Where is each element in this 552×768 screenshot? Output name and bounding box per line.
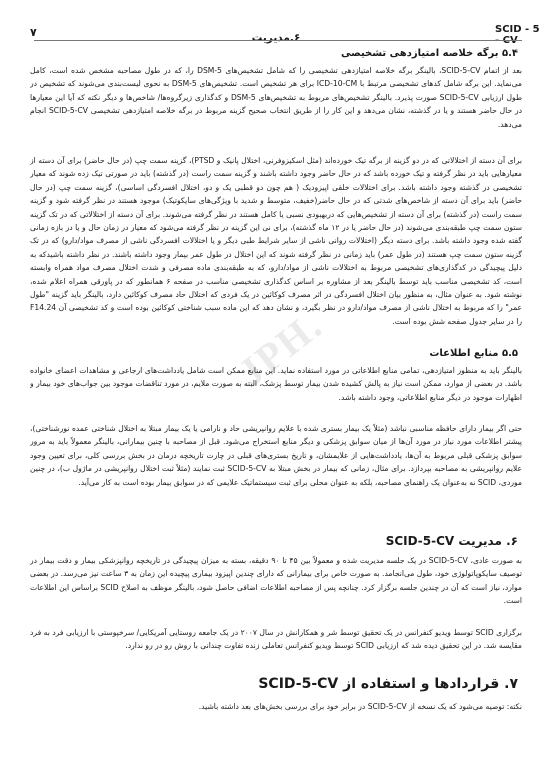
heading-6: ۶. مدیریت SCID-5-CV xyxy=(385,534,518,548)
para-6-b: برگزاری SCID توسط ویدیو کنفرانس در یک تحقیق توسط شر و همکارانش در سال ۲۰۰۷ در یک جامعه روستایی آمریکایی/ سرخپوستی با ارزیابی فرد به فرد مقایسه شد. در این تحقیق دیده شد که ارزیابی SCID توسط ویدیو کنفرانس تعاملی زنده تفاوت چندانی با روش رو در رو ندارد. xyxy=(30,628,522,651)
para-6-a: به صورت عادی، SCID-5-CV در یک جلسه مدیریت شده و معمولاً بین ۴۵ تا ۹۰ دقیقه، بسته به میزان پیچیدگی در تاریخچه روانپزشکی بیمار و دقت بیمار در توصیف سایکوپاتولوژی خود، طول می‌انجامد. به صورت خاص برای بیمارانی که دارای چندین اپیزود بیماری پیچیده این زمان به ۳ ساعت نیز می‌رسد. در بعضی موارد، نیاز است که آن در چندین جلسه برگزار کرد. چنانچه پس از مصاحبه اطلاعات اضافی حاصل شود، بالینگر موظف به اصلاح SCID براساس این اطلاعات است. xyxy=(30,556,522,606)
para-5-4-b: برای آن دسته از اختلالاتی که در دو گزینه از برگه تیک خورده‌اند (مثل اسکیزوفرنی، اختلال پانیک و PTSD)، گزینه سمت چپ (در حال حاضر) برای آن دسته از معیارهایی باید در نظر گرفته و تیک خورده باشد که در حال حاضر وجود داشته باشند و گزینه سمت راست (در گذشته) باید در صورتی تیک زده شوند که معیار تشخیصی در گذشته وجود داشته باشد. برای اختلالات خلقی اپیزودیک ( هم چون دو قطبی یک و دو، اختلال افسردگی اساسی)، گزینه سمت چپ (در حال حاضر) باید برای آن دسته از شاخص‌های شدتی که در حال حاضر(خفیف، متوسط و شدید با ویژگی‌های سایکوتیک) موجود هستند در نظر گرفته شود و گزینه سمت راست (در گذشته) برای آن دسته از تشخیص‌هایی که دربهبودی نسبی یا کامل هستند در نظر گرفته می‌شوند. برای آن دسته از اختلالاتی که در تک گزینه ستون سمت چپ طبقه‌بندی می‌شوند (در حال حاضر یا در ۱۲ ماه گذشته)، برای نی این گزینه در نظر گرفته می‌شود که معیار در زمان حال و یا در بازه زمانی گفته شده وجود داشته باشد. برای دسته دیگر (اختلالات روانی ناشی از سایر شرایط طبی دیگر و یا اختلالات افسردگی ناشی از مصرف مواد/دارو) که در تک گزینه ستون سمت چپ هستند (در طول عمر) باید زمانی در نظر گرفته شوند که این اختلال در طول عمر بیمار وجود داشته باشند. در نظر داشته باشید‌که به دلیل پیچیدگی در کدگذاری‌های تشخیصی مربوط به اختلالات ناشی از مواد/دارو، که به طبقه‌بندی ماده مصرفی و شدت اختلال مصرف مواد همراه وابسته است، کد تشخیصی مناسب باید توسط بالینگر بعد از مشاوره بر اساس کدگذاری تشخیصی مناسب در صفحه ۶ همانطور که در پاورقی همراه اعلام شده، نوشته شود. به عنوان مثال، به منظور بیان اختلال افسردگی در اثر مصرف کوکائین در یک فردی که اختلال حاد مصرف کوکائین دارد، بالینگر باید گزینه "طول عمر" را که مربوط به اختلال ناشی از مصرف مواد/دارو در نظر بگیرد، و نشان دهد که این ماده سبب شناختی کوکائین بوده است و کد تشخیصی آن F14.24 را در سایر جدول صفحه شش بوده است. xyxy=(30,156,522,326)
heading-5-5: ۵.۵ منابع اطلاعات xyxy=(429,348,518,359)
para-5-4-a: بعد از اتمام SCID-5-CV، بالینگر برگه خلاصه امتیازدهی تشخیصی را که شامل تشخیص‌های DSM-5 را، که در طول مصاحبه مشخص شده است، کامل می‌نماید. این برگه شامل کدهای تشخیصی مرتبط با ICD-10-CM برای هر تشخیص است. تشخیص‌های DSM-5 به نحوی لیست‌بندی می‌شوند که تشخیص در طول ارزیابی SCID-5-CV صورت پذیرد. بالینگر تشخیص‌های مربوط به تشخیص‌های DSM-5 و کدگذاری زیرگروه‌ها/ شاخص‌ها و دیگر نکته که آیا این معیارها در حال حاضر هستند و یا در گذشته، نشان می‌دهد و این کار را از طریق انتخاب صحیح گزینه مربوط در برگه خلاصه امتیازدهی تشخیصی SCID-5-CV انجام می‌دهد. xyxy=(30,66,522,129)
header-section-title: ۶.مدیریت xyxy=(251,32,301,44)
watermark: JPH. xyxy=(229,301,331,396)
para-5-5-b: حتی اگر بیمار دارای حافظه مناسبی نباشد (مثلاً یک بیمار بستری شده با علایم روانپریشی حاد و نارامی یا یک بیمار مبتلا به اختلال شناختی عمده نورشناختی)، پیشتر اطلاعات مورد نیاز در مورد آن‌ها از میان سوابق پزشکی و دیگر منابع استخراج می‌شود. قبل از مصاحبه با چنین بیمارانی، بالینگر معمولاً باید به مرور سوابق پزشکی قبلی مربوط به آن‌ها، یادداشت‌هایی از علایمشان، و تاریخ بستری‌های قبلی در چارت تاریخچه درمان در بخش بررسی کلی، برای تعیین وجود علایم روانپریشی به مصاحبه بپردازد. برای مثال، زمانی که بیمار در بخش مبتلا به SCID-5-CV ثبت نمایند (مثلاً ثبت اختلال روانپریشی در ماژول ب)، در چنین موردی، SCID نه به‌عنوان یک راهنمای مصاحبه، بلکه به عنوان محلی برای ثبت سیستماتیک علایمی که در سوابق بیمار بوده است به کار می‌آید. xyxy=(30,424,522,487)
para-5-5-a: بالینگر باید به منظور امتیازدهی، تمامی منابع اطلاعاتی در مورد استفاده نماید. این منابع ممکن است شامل یادداشت‌های ارجاعی و مشاهدات اعضای خانواده باشد. در بعضی از موارد، ممکن است نیاز به پالش کشیده شدن بیمار توسط پزشک، البته به صورت ملایم، در مورد تناقضات موجود بین جواب‌های خود بیمار و اظهارات موجود در دیگر منابع اطلاعاتی، وجود داشته باشد. xyxy=(30,366,522,402)
heading-5-4: ۵.۴ برگه خلاصه امتیازدهی تشخیصی xyxy=(341,48,518,59)
header-rule xyxy=(34,40,522,41)
page-number: ۷ xyxy=(30,26,37,39)
heading-7: ۷. قراردادها و استفاده از SCID-5-CV xyxy=(258,676,518,692)
header-code: SCID - 5 - CV xyxy=(495,24,540,46)
note-7: نکته: توصیه می‌شود که یک نسخه از SCID-5-CV در برابر خود برای بررسی بخش‌های بعد داشته باشید. xyxy=(198,702,522,711)
